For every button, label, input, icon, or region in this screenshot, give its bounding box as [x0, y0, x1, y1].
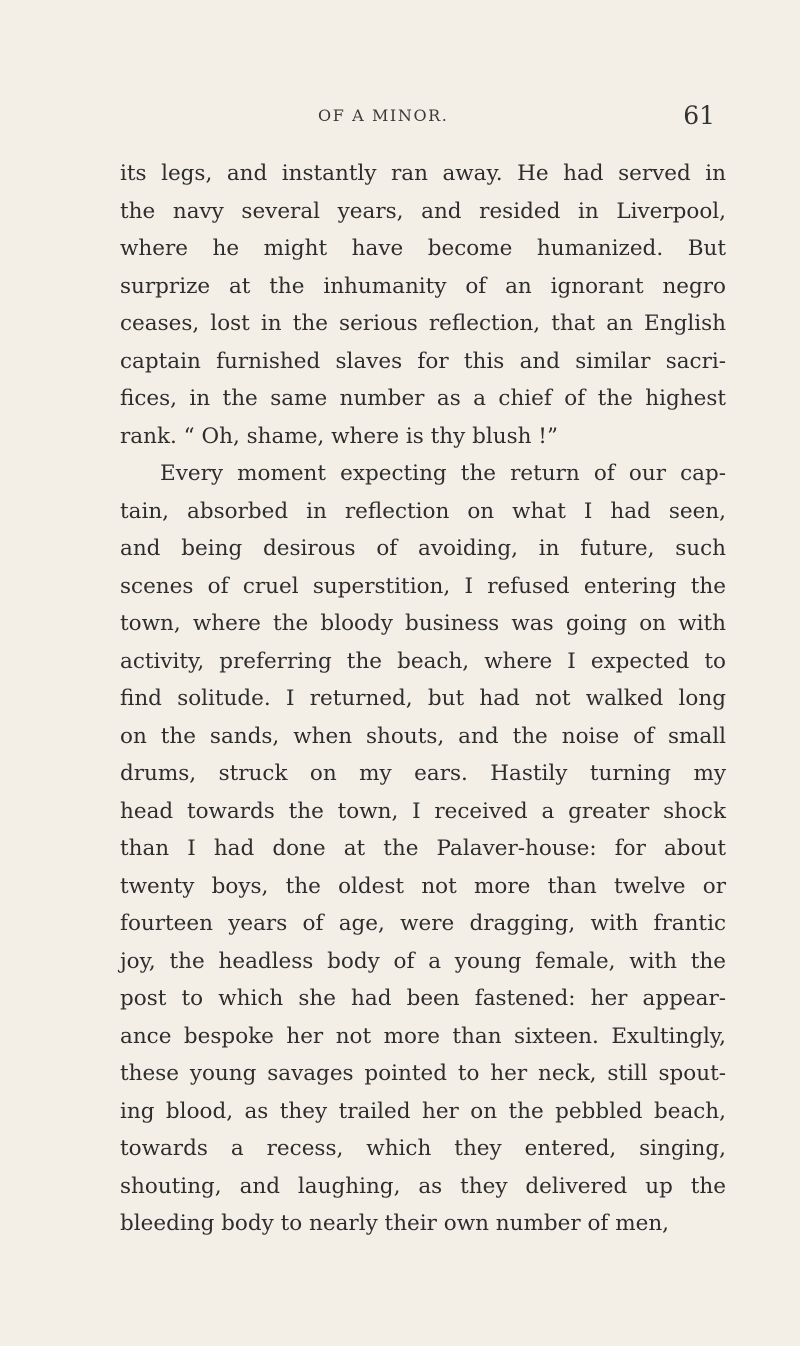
text-line: ceases, lost in the serious reflection, that an English [120, 311, 726, 336]
text-line: towards a recess, which they entered, singing, [120, 1136, 726, 1161]
text-line: activity, preferring the beach, where I expected to [120, 648, 726, 674]
text-line: head towards the town, I received a greater shock [120, 798, 726, 824]
text-line: scenes of cruel superstition, I refused entering the [120, 573, 726, 599]
text-line: and being desirous of avoiding, in future, such [120, 536, 726, 561]
text-line: its legs, and instantly ran away. He had served in [120, 161, 726, 186]
text-line: on the sands, when shouts, and the noise of small [120, 723, 726, 749]
text-line: drums, struck on my ears. Hastily turning my [120, 761, 726, 786]
text-line: tain, absorbed in reflection on what I had seen, [120, 498, 726, 524]
text-line: surprize at the inhumanity of an ignorant negro [120, 273, 726, 299]
page-number: 61 [683, 101, 715, 130]
paragraph-end-line: rank. “ Oh, shame, where is thy blush !” [120, 423, 558, 449]
running-head: OF A MINOR. [318, 106, 449, 125]
text-line: where he might have become humanized. But [120, 236, 726, 261]
body-text [120, 155, 726, 1243]
text-line: fices, in the same number as a chief of the highest [120, 386, 726, 411]
text-line: these young savages pointed to her neck, still spout- [120, 1061, 726, 1086]
text-line: find solitude. I returned, but had not walked long [120, 686, 726, 711]
text-line: the navy several years, and resided in Liverpool, [120, 198, 726, 224]
text-line: bleeding body to nearly their own number of men, [120, 1211, 669, 1236]
text-line: post to which she had been fastened: her appear- [120, 986, 726, 1011]
text-line: twenty boys, the oldest not more than twelve or [120, 873, 726, 899]
text-line: town, where the bloody business was going on with [120, 611, 726, 636]
text-line: ing blood, as they trailed her on the pebbled beach, [120, 1098, 726, 1124]
text-line: shouting, and laughing, as they delivered up the [120, 1173, 726, 1199]
text-line: than I had done at the Palaver-house: for about [120, 836, 726, 861]
text-line: captain furnished slaves for this and similar sacri- [120, 348, 726, 374]
text-line: ance bespoke her not more than sixteen. Exultingly, [120, 1023, 726, 1049]
paragraph-start-line: Every moment expecting the return of our cap- [160, 461, 726, 486]
text-line: joy, the headless body of a young female, with the [120, 948, 726, 974]
text-line: fourteen years of age, were dragging, with frantic [120, 911, 726, 936]
